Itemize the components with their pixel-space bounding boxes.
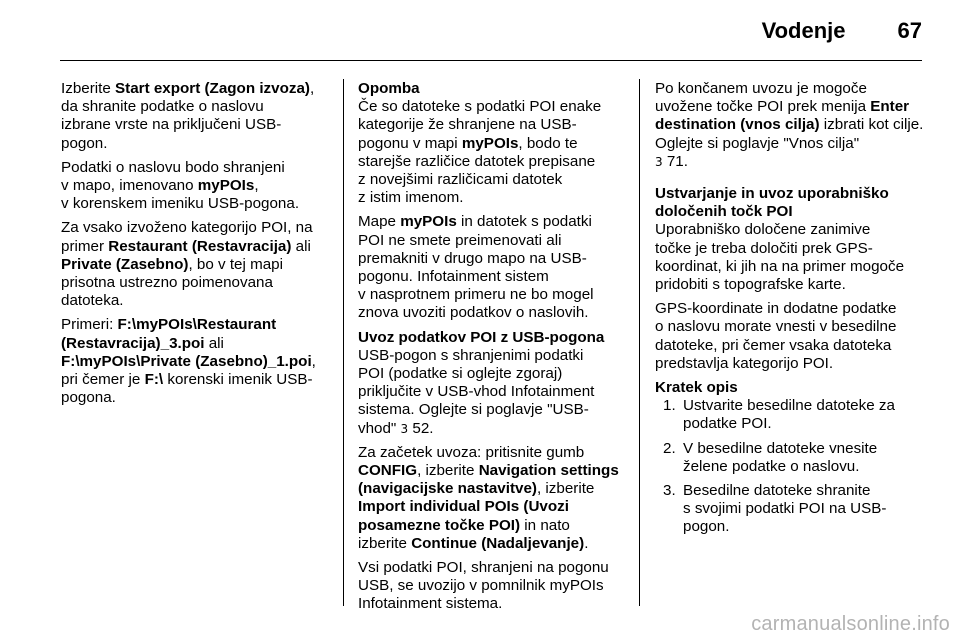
paragraph: GPS-koordinate in dodatne podatke o naslovu morate vnesti v besedilne datoteke, pri čemer vsaka datoteka predstavlja kategorijo POI.: [655, 300, 897, 372]
section-title: Uvoz podatkov POI z USB-pogona: [358, 328, 605, 346]
list-item: 3. Besedilne datoteke shranite s svojimi podatki POI na USB- pogon.: [663, 482, 887, 536]
page-ref-icon: 3: [655, 154, 663, 169]
paragraph: Za vsako izvoženo kategorijo POI, na primer Restaurant (Restavracija) ali Private (Zasebno), bo v tej mapi prisotna ustrezno poimenovana datoteka.: [61, 219, 313, 310]
page-ref-icon: 3: [400, 421, 409, 436]
paragraph: Primeri: F:\myPOIs\Restaurant (Restavracija)_3.poi ali F:\myPOIs\Private (Zasebno)_1.poi, pri čemer je F:\ korenski imenik USB- pogona.: [61, 316, 316, 407]
paragraph: Izberite Start export (Zagon izvoza), da shranite podatke o naslovu izbrane vrste na priključeni USB- pogon.: [61, 80, 315, 152]
section-title: Ustvarjanje in uvoz uporabniško: [655, 185, 889, 203]
page-header: [762, 18, 922, 44]
section: Uvoz podatkov POI z USB-pogona USB-pogon s shranjenimi podatki POI (podatke si oglejte zgoraj) priključite v USB-vhod Infotainment sistema. Oglejte si poglavje "USB- vhod" 3 52.: [358, 329, 630, 438]
column-1: [61, 80, 333, 413]
column-divider-1: [343, 79, 344, 606]
page-number: 67: [897, 18, 922, 43]
page-title: Vodenje: [761, 18, 846, 43]
paragraph: Po končanem uvozu je mogoče uvožene točke POI prek menija Enter destination (vnos cilja) izbrati kot cilje. Oglejte si poglavje "Vnos cilja" 3 71.: [655, 80, 924, 170]
column-divider-2: [639, 79, 640, 606]
paragraph: Podatki o naslovu bodo shranjeni v mapo, imenovano myPOIs, v korenskem imeniku USB-pogona.: [61, 158, 300, 213]
list-title: Kratek opis: [655, 379, 738, 397]
watermark-footer[interactable]: carmanualsonline.info: [751, 613, 950, 635]
column-2: [358, 80, 630, 620]
paragraph: Za začetek uvoza: pritisnite gumb CONFIG, izberite Navigation settings (navigacijske nastavitve), izberite Import individual POIs (Uvozi posamezne točke POI) in nato izberite Continue (Nadaljevanje).: [358, 443, 619, 552]
steps-list: [655, 379, 927, 537]
note-title: Opomba: [358, 80, 420, 97]
note: Opomba Če so datoteke s podatki POI enake kategorije že shranjene na USB- pogonu v mapi myPOIs, bodo te starejše različice datotek prepisane z novejšimi različicami datotek z istim imenom.: [358, 80, 630, 207]
section-title: določenih točk POI: [655, 203, 793, 221]
section: Ustvarjanje in uvoz uporabniško določenih točk POI Uporabniško določene zanimive točke je treba določiti prek GPS- koordinat, ki jih na na primer mogoče pridobiti s topografske karte.: [655, 185, 927, 294]
list-item: 1. Ustvarite besedilne datoteke za podatke POI.: [663, 397, 895, 433]
header-rule: [60, 60, 922, 61]
list-item: 2. V besedilne datoteke vnesite želene podatke o naslovu.: [663, 439, 878, 475]
note: Mape myPOIs in datotek s podatki POI ne smete preimenovati ali premakniti v drugo mapo na USB- pogonu. Infotainment sistem v nasprotnem primeru ne bo mogel znova uvoziti podatkov o naslovih.: [358, 213, 594, 322]
column-3: [655, 80, 927, 537]
paragraph: Vsi podatki POI, shranjeni na pogonu USB, se uvozijo v pomnilnik myPOIs Infotainment sistema.: [358, 559, 609, 613]
